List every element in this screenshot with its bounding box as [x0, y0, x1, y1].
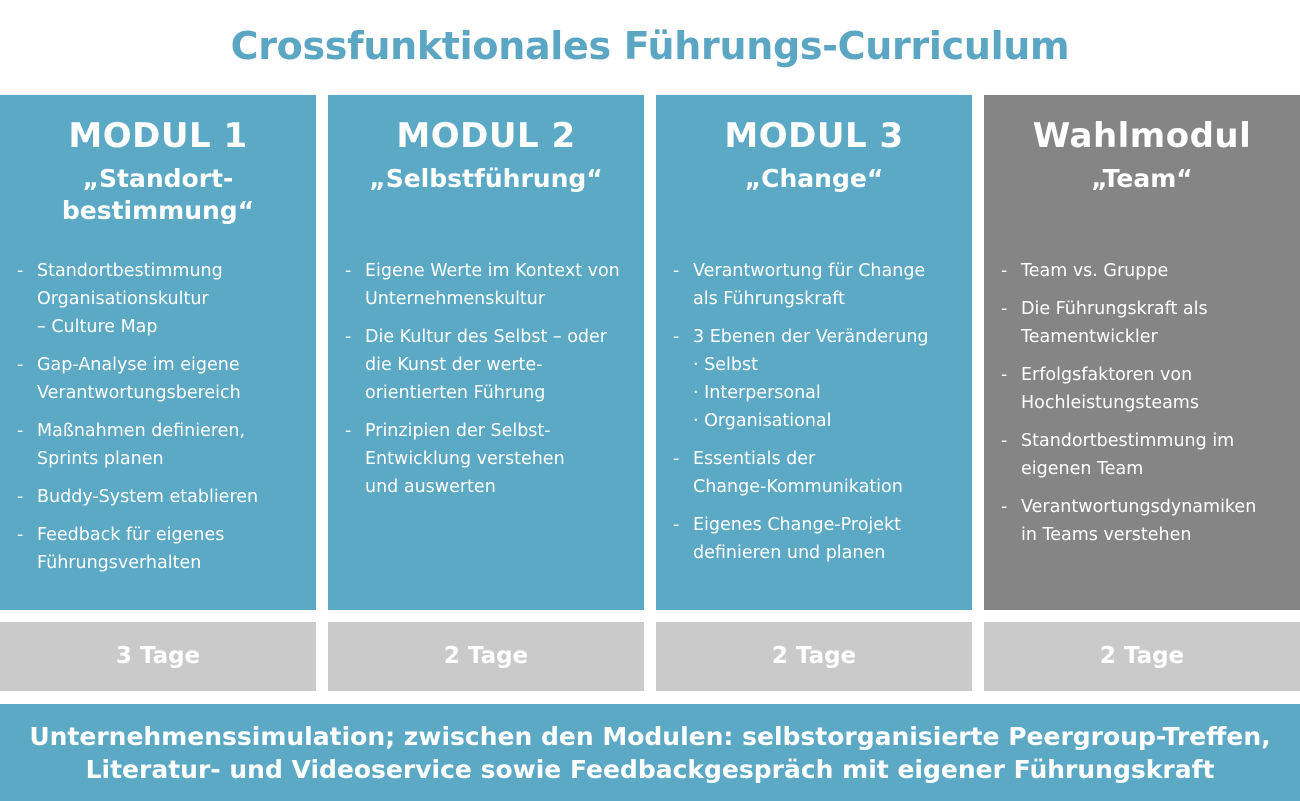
- module-elective-duration: 2 Tage: [984, 622, 1300, 691]
- module-3-topics: [656, 257, 972, 577]
- topic-item: - Die Kultur des Selbst – oder die Kunst der werte- orientierten Führung: [328, 323, 644, 407]
- footer-banner: Unternehmenssimulation; zwischen den Modulen: selbstorganisierte Peergroup-Treffen, Literatur- und Videoservice sowie Feedbackgespräch mit eigener Führungskraft: [0, 704, 1300, 801]
- topic-item: - Prinzipien der Selbst- Entwicklung verstehen und auswerten: [328, 417, 644, 501]
- module-2-subtitle: „Selbstführung“: [369, 164, 603, 193]
- topic-item: - Maßnahmen definieren, Sprints planen: [0, 417, 316, 473]
- module-2-heading: MODUL 2: [396, 116, 576, 156]
- module-elective-topics: [984, 257, 1300, 559]
- module-elective-heading: Wahlmodul: [1032, 116, 1252, 156]
- topic-item: - Standortbestimmung Organisationskultur – Culture Map: [0, 257, 316, 341]
- module-1-subtitle: „Standort- bestimmung“: [61, 164, 255, 225]
- module-1-duration: 3 Tage: [0, 622, 316, 691]
- topic-item: - Standortbestimmung im eigenen Team: [984, 427, 1300, 483]
- topic-item: - Feedback für eigenes Führungsverhalten: [0, 521, 316, 577]
- module-2-duration: 2 Tage: [328, 622, 644, 691]
- topic-item: - Die Führungskraft als Teamentwickler: [984, 295, 1300, 351]
- module-1-topics: [0, 257, 316, 587]
- topic-item: - Gap-Analyse im eigene Verantwortungsbereich: [0, 351, 316, 407]
- module-2-card: [328, 95, 644, 610]
- module-3-card: [656, 95, 972, 610]
- topic-item: - Verantwortung für Change als Führungskraft: [656, 257, 972, 313]
- module-3-heading: MODUL 3: [724, 116, 904, 156]
- topic-item: - Eigene Werte im Kontext von Unternehmenskultur: [328, 257, 644, 313]
- topic-item: - Team vs. Gruppe: [984, 257, 1300, 285]
- page-title: Crossfunktionales Führungs-Curriculum: [230, 24, 1070, 68]
- module-3-subtitle: „Change“: [744, 164, 884, 193]
- module-1-card: [0, 95, 316, 610]
- topic-item: - Essentials der Change-Kommunikation: [656, 445, 972, 501]
- module-1-heading: MODUL 1: [68, 116, 248, 156]
- module-elective-card: [984, 95, 1300, 610]
- topic-item: - Eigenes Change-Projekt definieren und planen: [656, 511, 972, 567]
- module-2-topics: [328, 257, 644, 511]
- module-3-duration: 2 Tage: [656, 622, 972, 691]
- topic-item: - 3 Ebenen der Veränderung · Selbst · Interpersonal · Organisational: [656, 323, 972, 435]
- topic-item: - Verantwortungsdynamiken in Teams verstehen: [984, 493, 1300, 549]
- module-elective-subtitle: „Team“: [1091, 164, 1193, 193]
- topic-item: - Erfolgsfaktoren von Hochleistungsteams: [984, 361, 1300, 417]
- topic-item: - Buddy-System etablieren: [0, 483, 316, 511]
